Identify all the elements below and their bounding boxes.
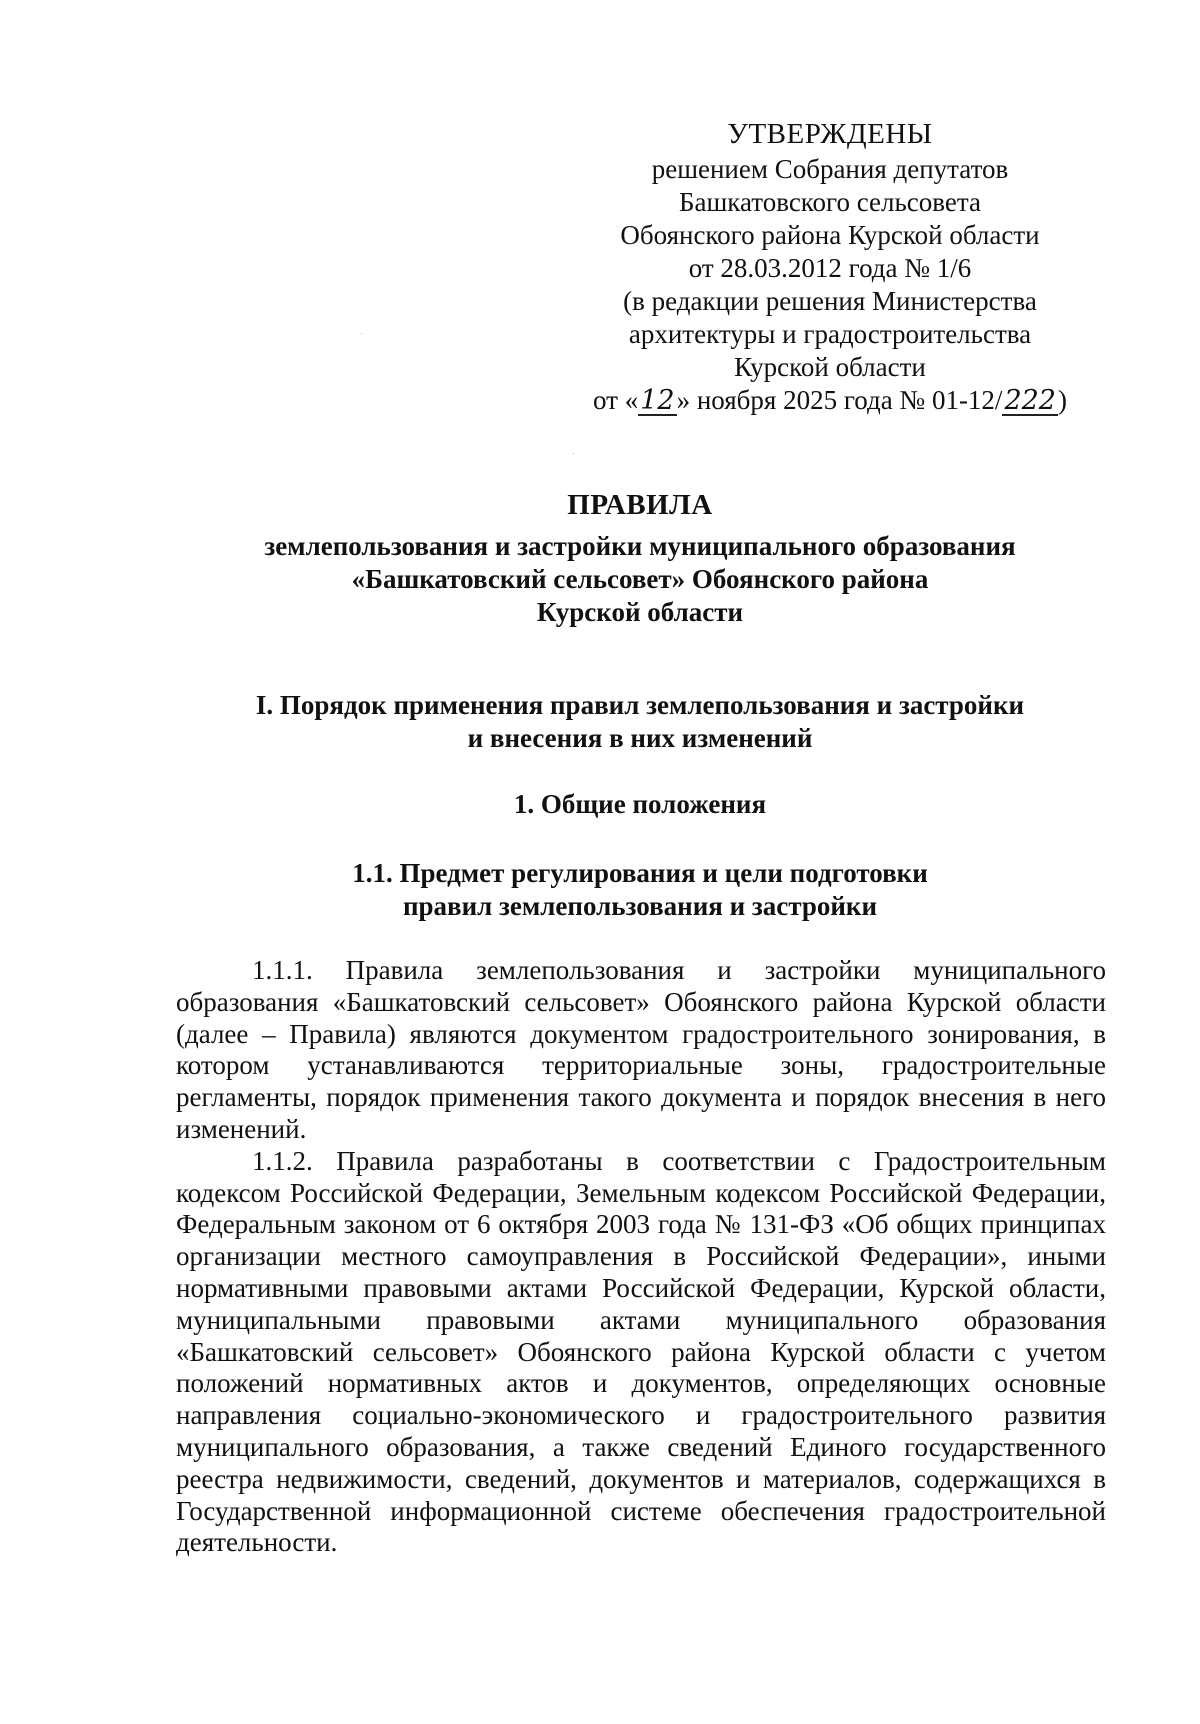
title-line: Курской области [536, 597, 744, 627]
paragraph: 1.1.2. Правила разработаны в соответствии с Градостроительным кодексом Российской Федерации, Земельным кодексом Российской Федерации, Федеральным законом от 6 октября 2003 года № 131-ФЗ «Об общих принципах организации местного самоуправления в Российской Федерации», иными нормативными правовыми актами Российской Федерации, Курской области, муниципальными правовыми актами муниципального образования «Башкатовский сельсовет» Обоянского района Курской области с учетом положений нормативных актов и документов, определяющих основные направления социально-экономического и градостроительного развития муниципального образования, а также сведений Единого государственного реестра недвижимости, сведений, документов и материалов, содержащихся в Государственной информационной системе обеспечения градостроительной деятельности. [176, 1145, 1106, 1558]
approval-line: Обоянского района Курской области [620, 220, 1040, 250]
scan-speck [573, 453, 574, 454]
handwritten-day: 12 [640, 385, 675, 416]
date-middle: » ноября 2025 года № 01-12/ [676, 385, 1003, 415]
date-prefix: от « [593, 385, 639, 415]
paragraph: 1.1.1. Правила землепользования и застройки муниципального образования «Башкатовский сельсовет» Обоянского района Курской области (далее – Правила) являются документом градостроительного зонирования, в котором устанавливаются территориальные зоны, градостроительные регламенты, порядок применения такого документа и порядок внесения в него изменений. [176, 955, 1106, 1144]
subsection-heading [170, 788, 1110, 821]
approval-block [560, 118, 1100, 417]
approval-heading: УТВЕРЖДЕНЫ [727, 118, 933, 150]
subsubsection-heading-line: правил землепользования и застройки [402, 891, 878, 921]
document-title [170, 489, 1110, 629]
section-heading-line: I. Порядок применения правил землепользования и застройки [255, 690, 1025, 720]
approval-line: (в редакции решения Министерства [623, 286, 1037, 316]
approval-line: Курской области [734, 352, 926, 382]
handwritten-number: 222 [1004, 385, 1056, 416]
subsubsection-heading-line: 1.1. Предмет регулирования и цели подготовки [352, 858, 928, 888]
section-heading [170, 689, 1110, 755]
approval-line: от 28.03.2012 года № 1/6 [688, 253, 972, 283]
section-heading-line: и внесения в них изменений [467, 723, 813, 753]
scan-speck [361, 333, 362, 334]
body-text [176, 955, 1106, 1559]
title-main: ПРАВИЛА [567, 489, 713, 521]
subsubsection-heading [170, 857, 1110, 923]
approval-line: решением Собрания депутатов [651, 154, 1009, 184]
approval-date-line [560, 384, 1100, 417]
subsection-title: 1. Общие положения [513, 789, 767, 819]
title-line: «Башкатовский сельсовет» Обоянского района [351, 564, 929, 594]
approval-line: Башкатовского сельсовета [679, 187, 981, 217]
title-line: землепользования и застройки муниципального образования [264, 531, 1016, 561]
date-suffix: ) [1057, 385, 1067, 415]
approval-line: архитектуры и градостроительства [628, 319, 1032, 349]
